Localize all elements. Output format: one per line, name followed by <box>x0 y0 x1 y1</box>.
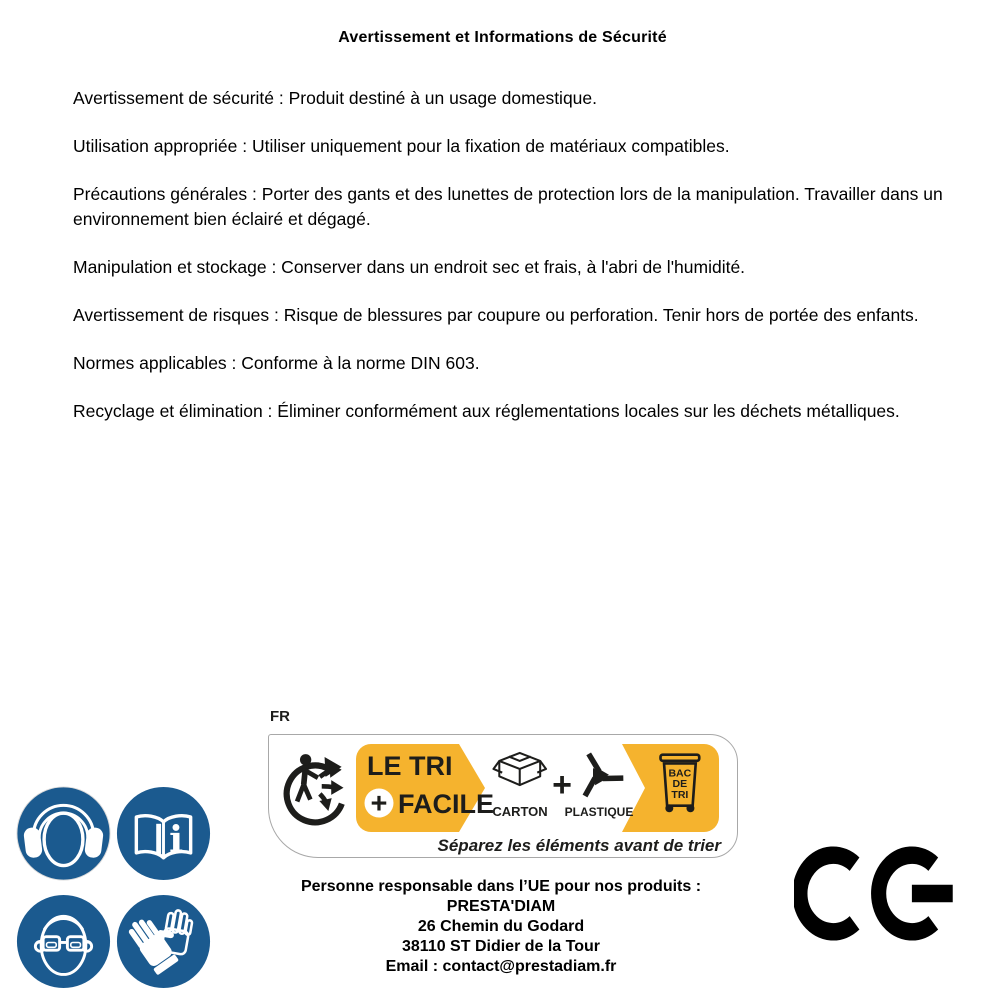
wear-eye-protection-icon <box>15 893 112 990</box>
ce-marking-icon <box>794 845 954 942</box>
responsible-block <box>151 877 851 977</box>
address-city: 38110 ST Didier de la Tour <box>402 938 600 955</box>
responsible-intro: Personne responsable dans l’UE pour nos produits : <box>300 878 702 895</box>
safety-paragraphs <box>73 86 970 447</box>
paragraph-standards: Normes applicables : Conforme à la norme DIN 603. <box>73 353 480 373</box>
triman-icon <box>281 743 353 841</box>
company-name: PRESTA'DIAM <box>446 898 556 915</box>
svg-text:i: i <box>169 816 184 861</box>
paragraph-recycling: Recyclage et élimination : Éliminer conformément aux réglementations locales sur les déchets métalliques. <box>73 401 900 421</box>
bin-label-bac: BAC <box>668 767 692 780</box>
separator-plus: + <box>552 766 572 804</box>
plastique-label: PLASTIQUE <box>564 805 634 819</box>
wear-ear-protection-icon <box>15 785 112 882</box>
paragraph-appropriate-use: Utilisation appropriée : Utiliser uniquement pour la fixation de matériaux compatibles. <box>73 136 730 156</box>
carton-label: CARTON <box>492 804 548 819</box>
paragraph-risk-warning: Avertissement de risques : Risque de blessures par coupure ou perforation. Tenir hors de portée des enfants. <box>73 305 919 325</box>
sorting-band <box>356 744 719 832</box>
sorting-tagline: Séparez les éléments avant de trier <box>437 836 721 855</box>
address-street: 26 Chemin du Godard <box>417 918 585 935</box>
read-instruction-manual-icon <box>115 785 212 882</box>
bin-label-de: DE <box>672 778 688 791</box>
paragraph-security-warning: Avertissement de sécurité : Produit destiné à un usage domestique. <box>73 88 598 108</box>
country-code-label: FR <box>270 708 290 725</box>
paragraph-general-precautions: Précautions générales : Porter des gants et des lunettes de protection lors de la manipulation. Travailler dans un environnement bien éclairé et dégagé. <box>73 184 943 229</box>
page-title: Avertissement et Informations de Sécurité <box>338 29 667 46</box>
plus-circle-text: + <box>370 788 388 820</box>
contact-email: Email : contact@prestadiam.fr <box>385 958 617 975</box>
recycling-info-label <box>268 734 738 858</box>
bin-label-tri: TRI <box>671 788 689 801</box>
le-tri-text: LE TRI <box>367 751 453 781</box>
facile-text: FACILE <box>398 789 495 819</box>
paragraph-handling-storage: Manipulation et stockage : Conserver dans un endroit sec et frais, à l'abri de l'humidité. <box>73 257 746 277</box>
